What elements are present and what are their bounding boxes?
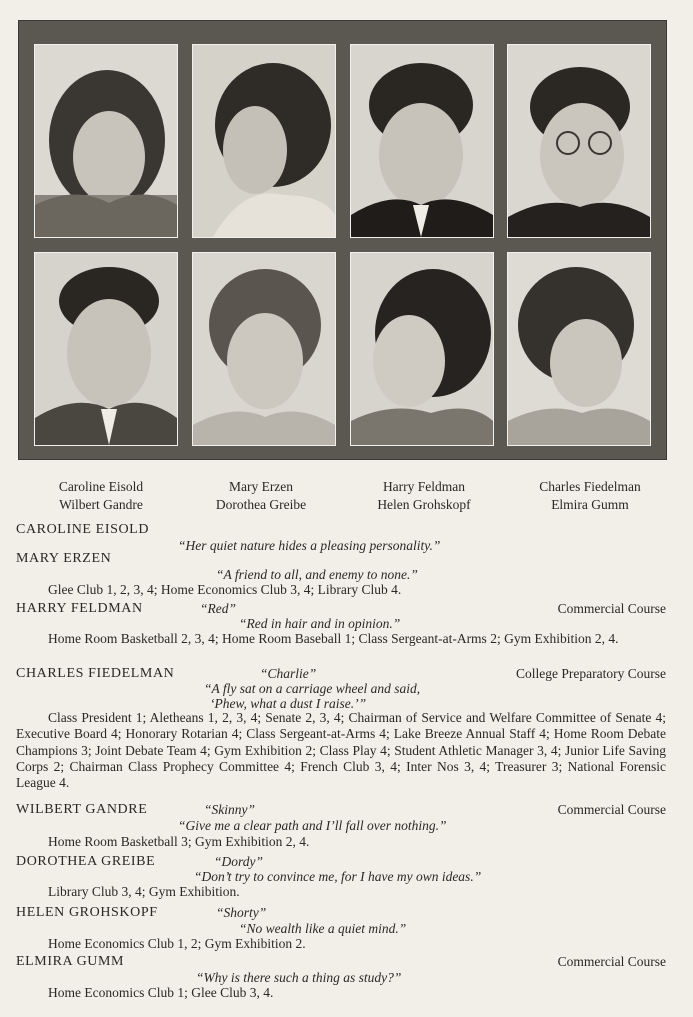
caption-wilbert-gandre: Wilbert Gandre (59, 497, 143, 512)
entry-name: DOROTHEA GREIBE (16, 854, 156, 869)
entry-charles-fiedelman (16, 665, 666, 800)
entry-quote: “A friend to all, and enemy to none.” (216, 567, 418, 582)
entry-quote: “No wealth like a quiet mind.” (239, 921, 407, 936)
entry-activities: Home Economics Club 1, 2; Gym Exhibition 2. (48, 936, 306, 951)
entry-activities: Glee Club 1, 2, 3, 4; Home Economics Club 3, 4; Library Club 4. (48, 582, 402, 597)
entry-nickname: “Shorty” (216, 905, 267, 920)
entry-course: Commercial Course (557, 601, 666, 616)
caption-caroline-eisold: Caroline Eisold (58, 479, 144, 494)
portrait-charles-fiedelman (507, 44, 651, 238)
entry-course: College Preparatory Course (516, 666, 666, 681)
entry-name: ELMIRA GUMM (16, 954, 125, 969)
caption-elmira-gumm: Elmira Gumm (551, 497, 629, 512)
portrait-dorothea-greibe (192, 252, 336, 446)
entry-name: CHARLES FIEDELMAN (16, 666, 175, 681)
portrait-wilbert-gandre (34, 252, 178, 446)
entry-activities: Home Room Basketball 2, 3, 4; Home Room Baseball 1; Class Sergeant-at-Arms 2; Gym Exhibition 2, 4. (48, 631, 619, 646)
entry-quote-line-1: “A fly sat on a carriage wheel and said, (204, 681, 421, 696)
portrait-caroline-eisold (34, 44, 178, 238)
portrait-mary-erzen (192, 44, 336, 238)
entry-activities: Class President 1; Aletheans 1, 2, 3, 4; Senate 2, 3, 4; Chairman of Service and Welfare Committee of Senate 4; Executive Board 4; Honorary Rotarian 4; Class Sergeant-at-Arms 4; Lake Breeze Annual Staff 4; Home Room Debate Champions 3; Joint Debate Team 4; Gym Exhibition 2; Class Play 4; Student Athletic Manager 3, 4; Junior Life Saving Corps 2; Chairman Class Prophecy Committee 4; French Club 3, 4; Inter Nos 3, 4; Treasurer 3; National Forensic League 4. (16, 710, 666, 791)
caption-dorothea-greibe: Dorothea Greibe (215, 497, 307, 512)
entry-nickname: “Charlie” (260, 666, 317, 681)
entry-quote: “Why is there such a thing as study?” (196, 970, 402, 985)
entry-name: MARY ERZEN (16, 551, 112, 566)
entry-activities: Home Room Basketball 3; Gym Exhibition 2, 4. (48, 834, 310, 849)
portrait-elmira-gumm (507, 252, 651, 446)
entry-activities: Home Economics Club 1; Glee Club 3, 4. (48, 985, 274, 1000)
entry-quote: “Red in hair and in opinion.” (239, 616, 401, 631)
entry-name: HARRY FELDMAN (16, 601, 143, 616)
entry-quote: “Give me a clear path and I’ll fall over nothing.” (178, 818, 447, 833)
entry-quote: “Don’t try to convince me, for I have my own ideas.” (194, 869, 482, 884)
caption-mary-erzen: Mary Erzen (228, 479, 294, 494)
entry-harry-feldman (16, 600, 666, 670)
portrait-harry-feldman (350, 44, 494, 238)
entry-course: Commercial Course (557, 954, 666, 969)
entry-helen-grohskopf (16, 904, 666, 954)
entry-mary-erzen (16, 550, 666, 600)
entry-dorothea-greibe (16, 853, 666, 903)
entry-nickname: “Skinny” (204, 802, 256, 817)
entry-nickname: “Dordy” (214, 854, 264, 869)
entry-name: CAROLINE EISOLD (16, 522, 150, 537)
entry-name: WILBERT GANDRE (16, 802, 148, 817)
caption-harry-feldman: Harry Feldman (382, 479, 466, 494)
caption-helen-grohskopf: Helen Grohskopf (377, 497, 471, 512)
entry-course: Commercial Course (557, 802, 666, 817)
entry-wilbert-gandre (16, 801, 666, 851)
entry-quote-line-2: ‘Phew, what a dust I raise.’” (210, 696, 367, 711)
entry-name: HELEN GROHSKOPF (16, 905, 158, 920)
caption-charles-fiedelman: Charles Fiedelman (539, 479, 641, 494)
entry-activities: Library Club 3, 4; Gym Exhibition. (48, 884, 240, 899)
entry-nickname: “Red” (200, 601, 237, 616)
portrait-helen-grohskopf (350, 252, 494, 446)
entry-elmira-gumm (16, 953, 666, 1003)
entry-quote: “Her quiet nature hides a pleasing personality.” (178, 538, 441, 553)
